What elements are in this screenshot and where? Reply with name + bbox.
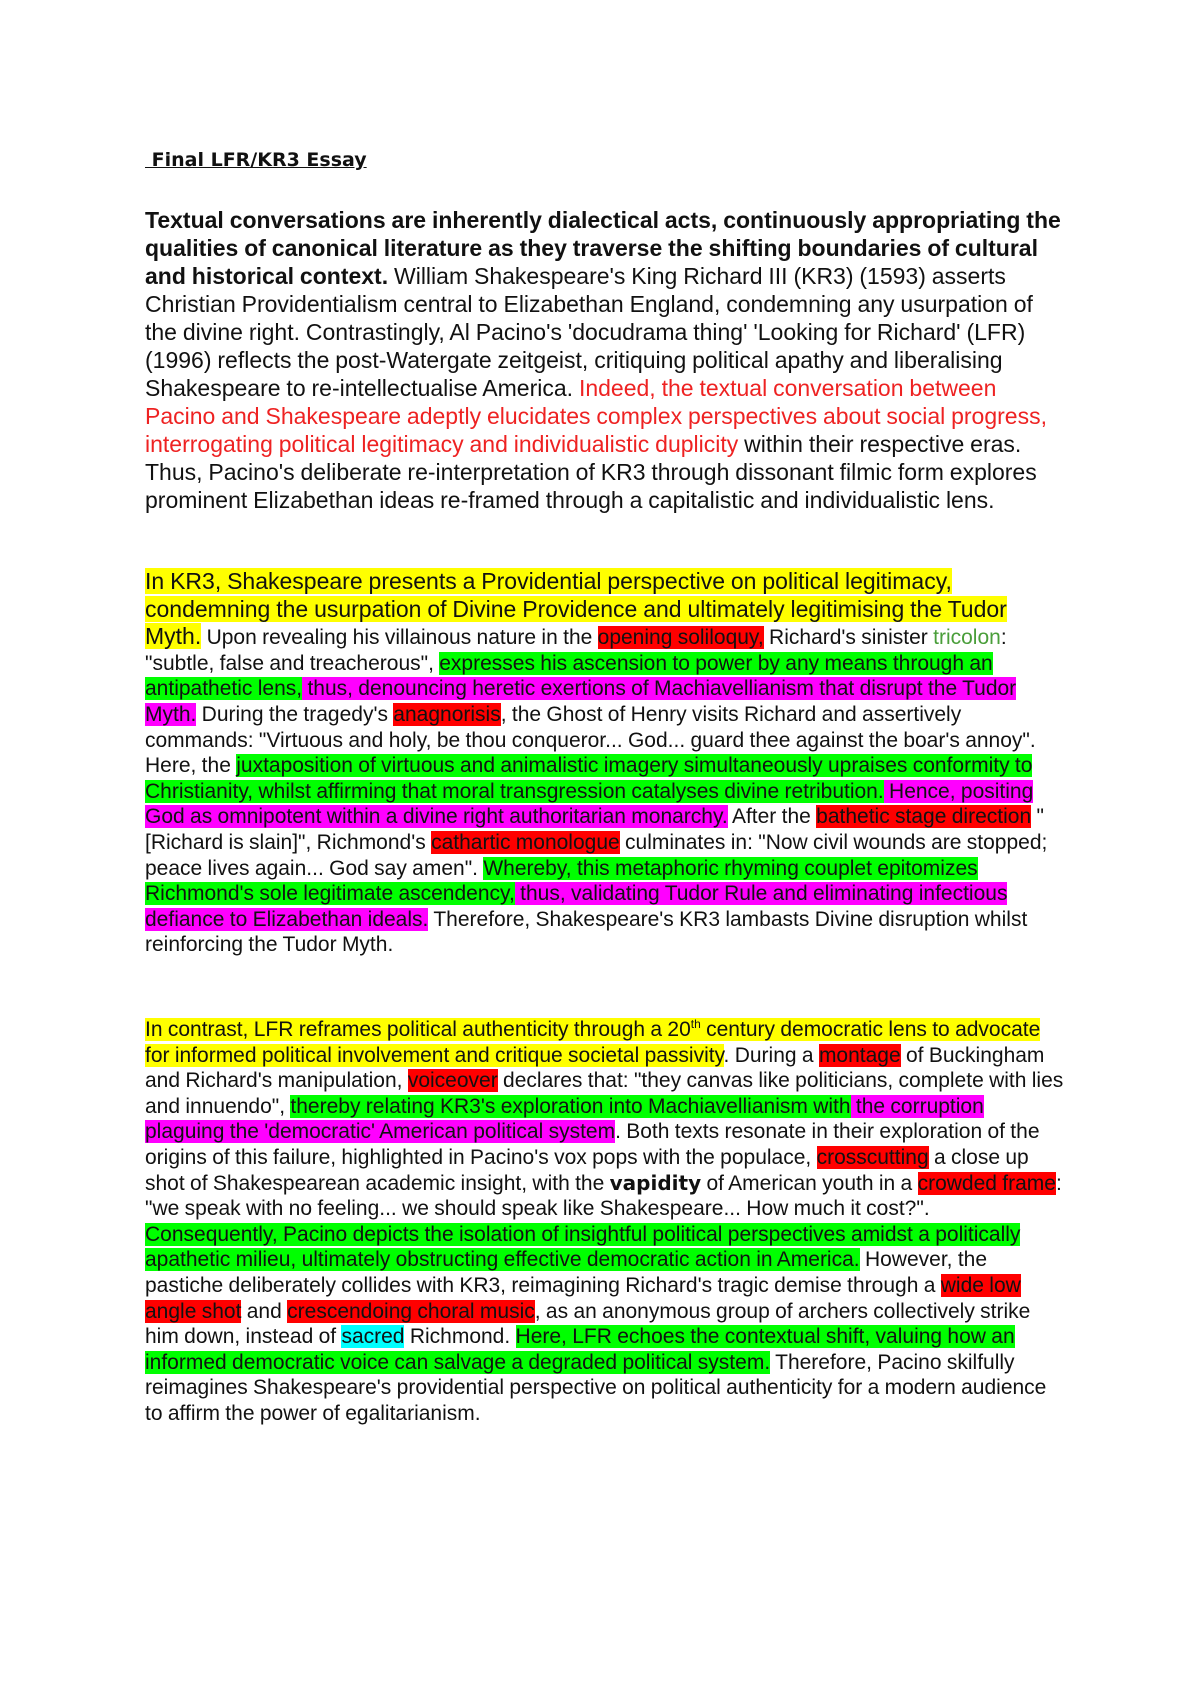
context-highlight: Hence, positing God as omnipotent within a divine right authoritarian monarchy. — [145, 779, 1034, 829]
word-highlight: sacred — [341, 1325, 405, 1349]
analysis-highlight: Consequently, Pacino depicts the isolation of insightful political perspectives amidst a politically apathetic milieu, ultimately obstructing effective democratic action in America. — [145, 1222, 1021, 1272]
analysis-highlight: expresses his ascension to power by any means through an antipathetic lens, — [145, 651, 993, 701]
concluding-sentence: Therefore, Shakespeare's KR3 lambasts Divine disruption whilst reinforcing the Tudor Myth. — [145, 907, 1028, 957]
body-paragraph-kr3 — [145, 568, 1065, 958]
technique-highlight: montage — [818, 1043, 901, 1067]
topic-sentence-highlight: In KR3, Shakespeare presents a Providential perspective on political legitimacy, condemning the usurpation of Divine Providence and ultimately legitimising the Tudor Myth. — [145, 568, 1007, 650]
text-segment: . Both texts resonate in their exploration of the origins of this failure, highlighted in Pacino's vox pops with the populace, — [145, 1120, 1040, 1169]
topic-text: In contrast, LFR reframes political authenticity through a 20 — [145, 1018, 691, 1041]
context-highlight: the corruption plaguing the 'democratic' American political system — [145, 1094, 984, 1144]
concluding-sentence: Therefore, Pacino skilfully reimagines Shakespeare's providential perspective on political authenticity for a modern audience to affirm the power of egalitarianism. — [145, 1350, 1047, 1425]
technique-highlight: voiceover — [407, 1069, 498, 1093]
technique-highlight: crowded frame — [917, 1171, 1056, 1195]
text-segment: , as an anonymous group of archers collectively strike him down, instead of — [145, 1299, 1031, 1349]
technique-highlight: cathartic monologue — [431, 830, 620, 854]
text-segment: of Buckingham and Richard's manipulation, — [145, 1043, 1045, 1093]
text-segment: a close up shot of Shakespearean academic insight, with the — [145, 1145, 1029, 1195]
introduction-paragraph — [145, 206, 1065, 514]
technique-highlight: bathetic stage direction — [816, 805, 1032, 829]
text-segment: During the tragedy's — [196, 702, 394, 726]
analysis-highlight: Whereby, this metaphoric rhyming couplet epitomizes Richmond's sole legitimate ascendency, — [145, 856, 978, 906]
analysis-highlight: thereby relating KR3's exploration into Machiavellianism with — [290, 1094, 851, 1118]
text-segment: . During a — [723, 1043, 819, 1067]
quote-segment: : "we speak with no feeling... we should speak like Shakespeare... How much it cost?". — [145, 1171, 1062, 1221]
bold-word: vapidity — [609, 1170, 702, 1195]
technique-highlight: wide low angle shot — [145, 1273, 1021, 1323]
context-text: William Shakespeare's King Richard III (KR3) (1593) asserts Christian Providentialism central to Elizabethan England, condemning any usurpation of the divine right. Contrastingly, Al Pacino's 'docudrama thing' 'Looking for Richard' (LFR) (1996) reflects the post-Watergate zeitgeist, critiquing political apathy and liberalising Shakespeare to re-intellectualise America. — [145, 263, 1033, 401]
body-paragraph-lfr — [145, 1017, 1065, 1427]
text-segment: After the — [727, 805, 817, 829]
quote-segment: declares that: "they canvas like politicians, complete with lies and innuendo", — [145, 1069, 1064, 1118]
topic-text: century democratic lens to advocate for informed political involvement and critique societal passivity — [145, 1018, 1041, 1067]
technique-highlight: opening soliloquy, — [597, 626, 764, 650]
ordinal-suffix: th — [690, 1017, 701, 1031]
text-segment: Richmond. — [404, 1325, 516, 1349]
technique-highlight: crescendoing choral music — [287, 1299, 535, 1323]
text-segment: and — [241, 1299, 288, 1323]
context-highlight: thus, validating Tudor Rule and eliminating infectious defiance to Elizabethan ideals. — [145, 882, 1008, 931]
text-segment: of American youth in a — [701, 1171, 918, 1195]
quote-segment: culminates in: "Now civil wounds are stopped; peace lives again... God say amen". — [145, 830, 1048, 880]
text-segment: Upon revealing his villainous nature in the — [201, 626, 598, 650]
analysis-highlight: Here, LFR echoes the contextual shift, valuing how an informed democratic voice can salvage a degraded political system. — [145, 1325, 1015, 1374]
analysis-highlight: juxtaposition of virtuous and animalistic imagery simultaneously upraises conformity to Christianity, whilst affirming that moral transgression catalyses divine retribution. — [145, 754, 1033, 803]
closing-text: within their respective eras. Thus, Pacino's deliberate re-interpretation of KR3 through dissonant filmic form explores prominent Elizabethan ideas re-framed through a capitalistic and individualistic lens. — [145, 431, 1037, 513]
context-highlight: thus, denouncing heretic exertions of Machiavellianism that disrupt the Tudor Myth. — [145, 677, 1017, 726]
text-segment: However, the pastiche deliberately collides with KR3, reimagining Richard's tragic demise through a — [145, 1248, 988, 1297]
technique-term: tricolon — [933, 626, 1001, 650]
quote-segment: , the Ghost of Henry visits Richard and assertively commands: "Virtuous and holy, be thou conqueror... God... guard thee against the boar's annoy". Here, the — [145, 702, 1036, 778]
thesis-statement: Textual conversations are inherently dialectical acts, continuously appropriating the qualities of canonical literature as they traverse the shifting boundaries of cultural and historical context. — [145, 207, 1061, 289]
text-segment: Richard's sinister — [763, 626, 934, 650]
technique-highlight: anagnorisis — [393, 702, 501, 726]
technique-highlight: crosscutting — [816, 1145, 929, 1169]
quote-segment: : "subtle, false and treacherous", — [145, 626, 1007, 675]
document-title: Final LFR/KR3 Essay — [145, 149, 367, 171]
red-claim-text: Indeed, the textual conversation between Pacino and Shakespeare adeptly elucidates complex perspectives about social progress, interrogating political legitimacy and individualistic duplicity — [145, 375, 1047, 457]
quote-segment: "[Richard is slain]", Richmond's — [145, 805, 1044, 854]
